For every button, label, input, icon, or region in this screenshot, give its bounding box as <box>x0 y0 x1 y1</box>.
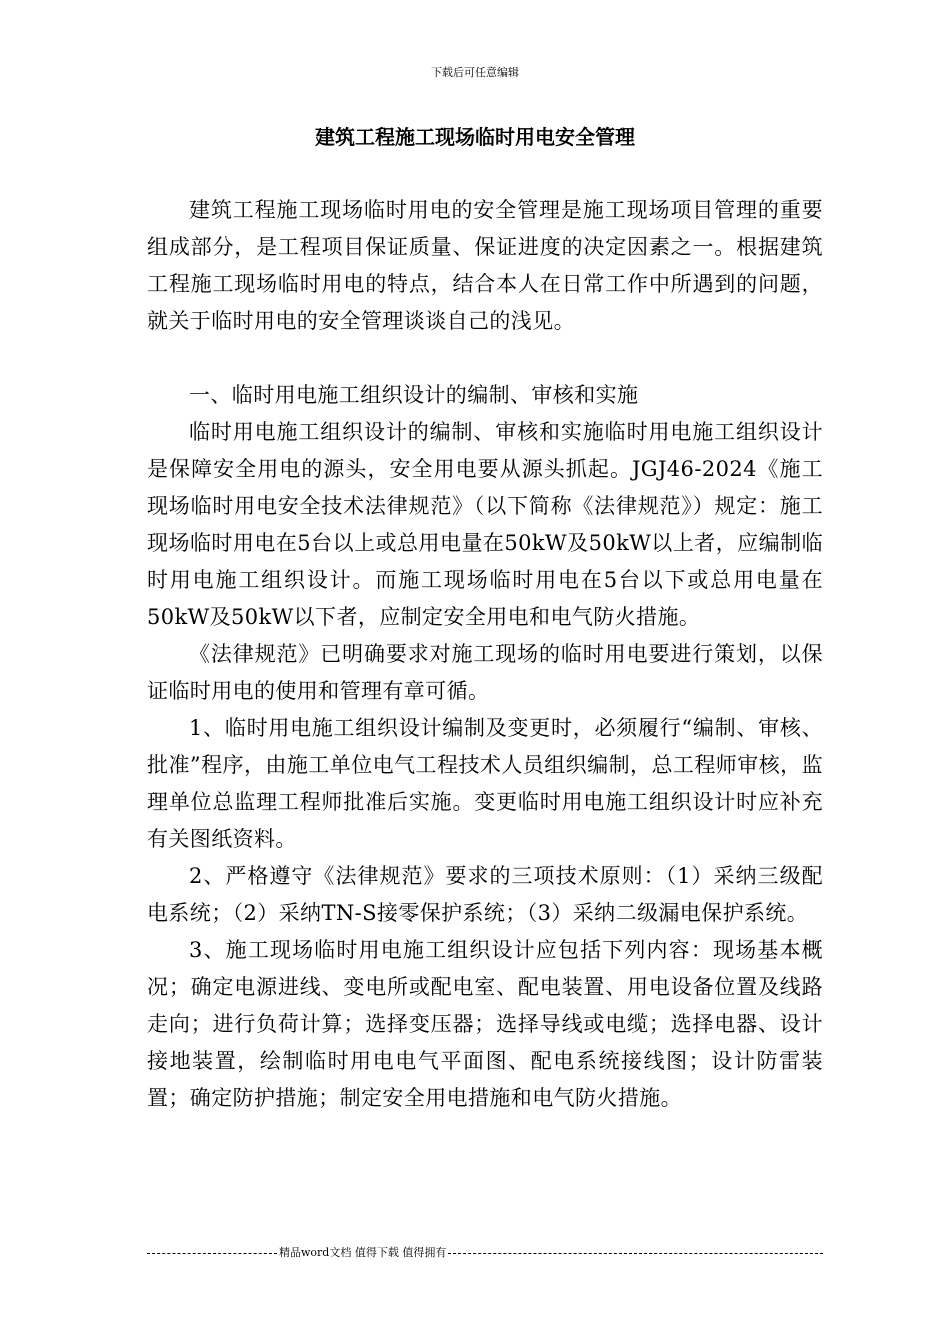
list-item-3: 3、施工现场临时用电施工组织设计应包括下列内容：现场基本概况；确定电源进线、变电所或配电室、配电装置、用电设备位置及线路走向；进行负荷计算；选择变压器；选择导线或电缆；选择电器、设计接地装置，绘制临时用电电气平面图、配电系统接线图；设计防雷装置；确定防护措施；制定安全用电措施和电气防火措施。 <box>147 938 823 1110</box>
intro-paragraph: 建筑工程施工现场临时用电的安全管理是施工现场项目管理的重要组成部分，是工程项目保证质量、保证进度的决定因素之一。根据建筑工程施工现场临时用电的特点，结合本人在日常工作中所遇到的问题，就关于临时用电的安全管理谈谈自己的浅见。 <box>147 198 823 333</box>
document-body <box>147 192 823 1117</box>
list-item-1: 1、临时用电施工组织设计编制及变更时，必须履行“编制、审核、批准”程序，由施工单位电气工程技术人员组织编制，总工程师审核，监理单位总监理工程师批准后实施。变更临时用电施工组织设计时应补充有关图纸资料。 <box>147 716 823 851</box>
body-paragraph: 《法律规范》已明确要求对施工现场的临时用电要进行策划，以保证临时用电的使用和管理有章可循。 <box>147 642 823 703</box>
page-header: 下载后可任意编辑 <box>431 66 519 79</box>
paragraph-spacer <box>147 340 823 377</box>
document-title: 建筑工程施工现场临时用电安全管理 <box>315 125 635 149</box>
list-item-2: 2、严格遵守《法律规范》要求的三项技术原则：（1）采纳三级配电系统；（2）采纳TN-S接零保护系统；（3）采纳二级漏电保护系统。 <box>147 864 823 925</box>
footer-text: 精品word文档 值得下载 值得拥有 <box>279 1246 447 1259</box>
page-footer <box>147 1246 823 1260</box>
body-paragraph: 临时用电施工组织设计的编制、审核和实施临时用电施工组织设计是保障安全用电的源头，安全用电要从源头抓起。JGJ46-2024《施工现场临时用电安全技术法律规范》（以下简称《法律规范》）规定：施工现场临时用电在5台以上或总用电量在50kW及50kW以上者，应编制临时用电施工组织设计。而施工现场临时用电在5台以下或总用电量在50kW及50kW以下者，应制定安全用电和电气防火措施。 <box>147 420 823 629</box>
footer-right-rule <box>448 1253 823 1254</box>
footer-left-rule <box>147 1253 277 1254</box>
section-heading: 一、临时用电施工组织设计的编制、审核和实施 <box>189 383 639 407</box>
